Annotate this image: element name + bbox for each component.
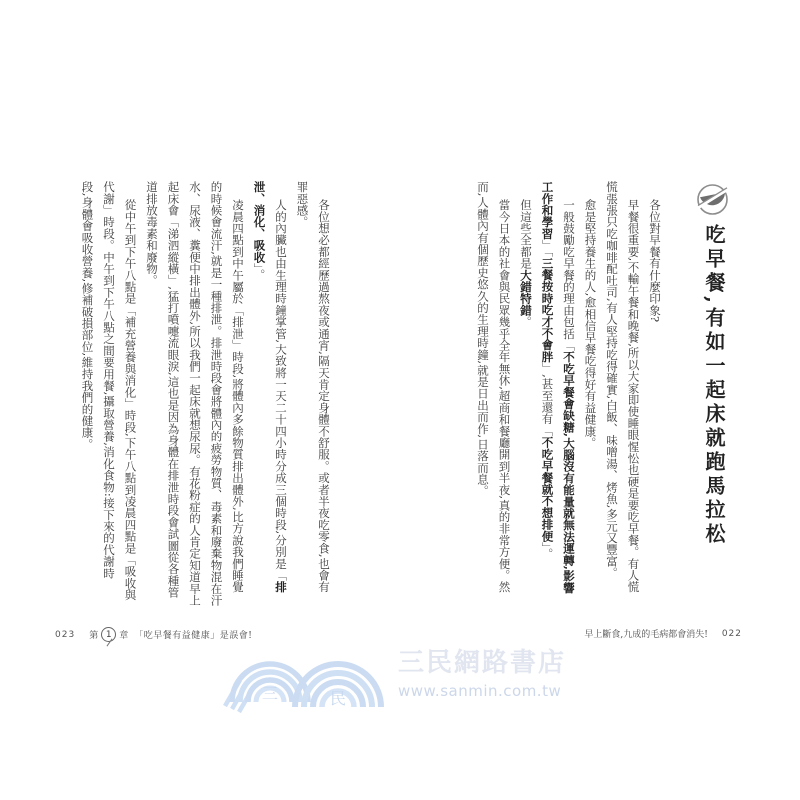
text-column: 代謝」時段。中午到下午八點之間要用餐,攝取營養,消化食物:接下來的代謝時 [102, 181, 116, 579]
text-column: 罪惡感。 [295, 181, 310, 228]
chapter-running-title: 「吃早餐有益健康」是誤會! [134, 631, 253, 641]
text-column: 從中午到下午八點是「補充營養與消化」時段,下午八點到凌晨四點是「吸收與 [123, 199, 138, 601]
text-column: 的時候會流汗,就是一種排泄。排泄時段會將體內的疲勞物質、毒素和廢棄物混在汗 [209, 181, 224, 607]
chapter-prefix: 第 [89, 631, 99, 641]
text-column: 起床會「涕泗縱橫」,猛打噴嚏流眼淚,這也是因為身體在排泄時段會試圖從各種管 [166, 181, 181, 599]
no-breakfast-bowl-icon [696, 183, 729, 216]
sanmin-watermark-logo [215, 637, 415, 717]
page-number-left: 023 [55, 629, 76, 640]
right-page-body [471, 181, 665, 613]
text-column: 但這些全都是大錯特錯。 [519, 199, 533, 328]
text-column: 段,身體會吸收營養,修補破損部位,維持我們的健康。 [80, 181, 95, 450]
text-column: 水、尿液、糞便中排出體外,所以我們一起床就想尿尿。有花粉症的人肯定知道早上 [188, 181, 202, 607]
text-column: 愈是堅持養生的人,愈相信早餐吃得好有益健康。 [583, 199, 598, 449]
chapter-heading: 吃早餐,有如一起床就跑馬拉松 [702, 224, 726, 547]
text-column: 當今日本的社會與民眾幾乎全年無休,超商和餐廳開到半夜,真的非常方便。然 [497, 199, 512, 593]
sanmin-watermark-text [398, 642, 566, 700]
watermark-site-name: 三民網路書店 [398, 648, 567, 678]
watermark-char-san: 三 [261, 684, 279, 703]
text-column: 道排放毒素和廢物。 [145, 181, 159, 287]
text-column: 各位對早餐有什麼印象? [648, 199, 662, 323]
text-column: 凌晨四點到中午屬於「排泄」時段,將體內多餘物質排出體外,比方說我們睡覺 [231, 199, 245, 593]
watermark-site-url: www.sanmin.com.tw [398, 682, 562, 700]
text-column: 慌張張只吃咖啡配吐司,有人堅持吃得確實,白飯、味噌湯、烤魚,多元又豐富。 [605, 181, 619, 579]
text-column: 一般鼓勵吃早餐的理由包括「不吃早餐會缺糖,大腦沒有能量就無法運轉,影響 [562, 199, 576, 594]
book-running-title: 早上斷食,九成的毛病都會消失! [584, 630, 708, 640]
chapter-suffix: 章 [119, 631, 129, 641]
left-page-body [76, 181, 334, 613]
text-column: 早餐很重要,不輸午餐和晚餐,所以大家即使睡眼惺忪也硬是要吃早餐。有人慌 [626, 199, 641, 593]
right-page-footer [584, 627, 742, 640]
text-column: 工作和學習」「三餐按時吃才不會胖」,甚至還有「不吃早餐就不想排便」。 [540, 181, 555, 560]
text-column: 而,人體內有個歷史悠久的生理時鐘,就是日出而作,日落而息。 [476, 181, 490, 497]
chapter-number-badge: 1 [101, 627, 116, 642]
watermark-char-min: 民 [329, 689, 347, 708]
text-column: 各位想必都經歷過熬夜或通宵,隔天肯定身體不舒服。或者半夜吃零食,也會有 [317, 199, 331, 593]
text-column: 泄、消化、吸收」。 [252, 181, 267, 281]
page-number-right: 022 [721, 628, 742, 639]
text-column: 人的內臟也由生理時鐘掌管,大致將一天二十四小時分成三個時段,分別是「排 [274, 199, 288, 593]
